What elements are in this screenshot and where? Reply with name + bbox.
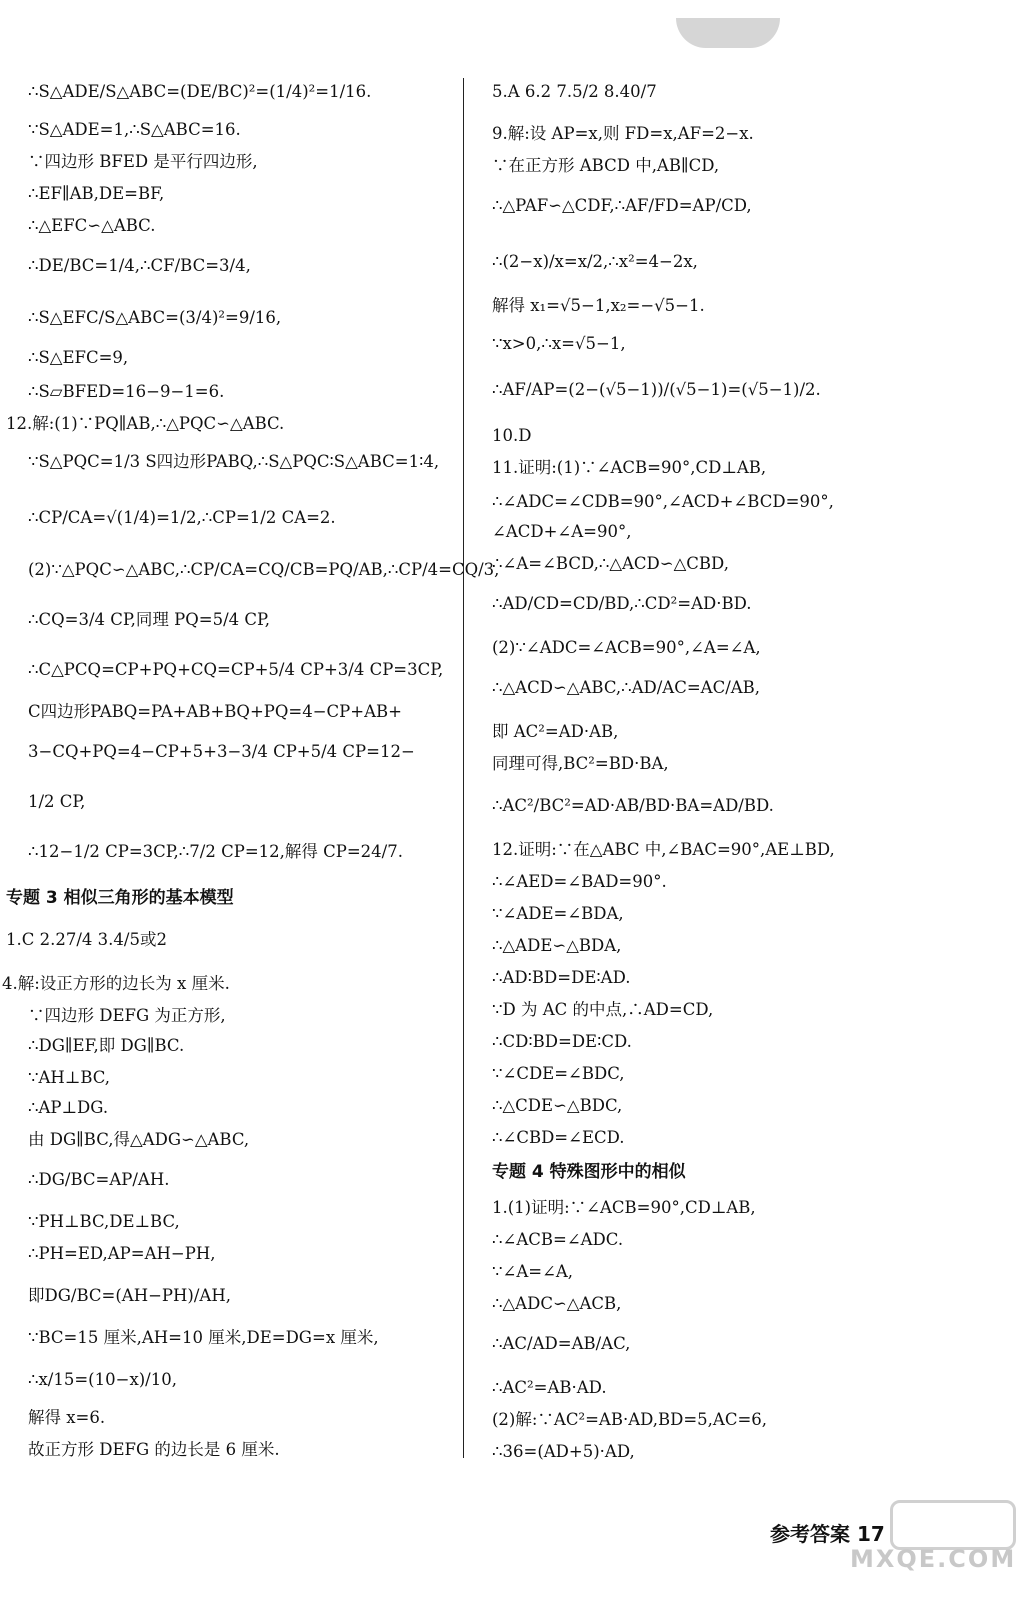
- left-line-b-14: 故正方形 DEFG 的边长是 6 厘米.: [28, 1440, 280, 1459]
- right-line-18: ∴AC²/BC²=AD·AB/BD·BA=AD/BD.: [492, 796, 774, 815]
- left-line-6: ∴S△EFC/S△ABC=(3/4)²=9/16,: [28, 308, 282, 327]
- right-line-14: (2)∵∠ADC=∠ACB=90°,∠A=∠A,: [492, 638, 761, 657]
- page-top-tab: [676, 18, 780, 48]
- right-line-13: ∴AD/CD=CD/BD,∴CD²=AD·BD.: [492, 594, 752, 613]
- section-heading-4-0: 专题 4 特殊图形中的相似: [492, 1162, 686, 1182]
- left-line-1: ∵S△ADE=1,∴S△ABC=16.: [28, 120, 241, 139]
- left-line-7: ∴S△EFC=9,: [28, 348, 129, 367]
- right-line-17: 同理可得,BC²=BD·BA,: [492, 754, 669, 773]
- right-line-27: ∴△CDE∽△BDC,: [492, 1096, 623, 1115]
- right-line-b-5: ∴AC²=AB·AD.: [492, 1378, 607, 1397]
- right-line-b-7: ∴36=(AD+5)·AD,: [492, 1442, 635, 1461]
- right-line-25: ∴CD∶BD=DE∶CD.: [492, 1032, 632, 1051]
- right-line-2: ∵在正方形 ABCD 中,AB∥CD,: [492, 156, 720, 175]
- left-line-b-1: 4.解:设正方形的边长为 x 厘米.: [2, 974, 230, 993]
- left-line-18: ∴12−1/2 CP=3CP,∴7/2 CP=12,解得 CP=24/7.: [28, 842, 403, 861]
- left-line-b-9: ∴PH=ED,AP=AH−PH,: [28, 1244, 216, 1263]
- right-line-0: 5.A 6.2 7.5/2 8.40/7: [492, 82, 657, 101]
- right-line-5: 解得 x₁=√5−1,x₂=−√5−1.: [492, 296, 705, 315]
- right-line-22: ∴△ADE∽△BDA,: [492, 936, 622, 955]
- left-line-b-12: ∴x/15=(10−x)/10,: [28, 1370, 177, 1389]
- right-line-7: ∴AF/AP=(2−(√5−1))/(√5−1)=(√5−1)/2.: [492, 380, 821, 399]
- left-line-b-10: 即DG/BC=(AH−PH)/AH,: [28, 1286, 231, 1305]
- right-line-19: 12.证明:∵在△ABC 中,∠BAC=90°,AE⊥BD,: [492, 840, 835, 859]
- left-line-b-2: ∵四边形 DEFG 为正方形,: [28, 1006, 226, 1025]
- left-line-12: (2)∵△PQC∽△ABC,∴CP/CA=CQ/CB=PQ/AB,∴CP/4=CQ/3,: [28, 560, 500, 579]
- column-divider: [463, 78, 464, 1458]
- right-line-4: ∴(2−x)/x=x/2,∴x²=4−2x,: [492, 252, 698, 271]
- right-line-16: 即 AC²=AD·AB,: [492, 722, 619, 741]
- right-line-3: ∴△PAF∽△CDF,∴AF/FD=AP/CD,: [492, 196, 752, 215]
- left-line-14: ∴C△PCQ=CP+PQ+CQ=CP+5/4 CP+3/4 CP=3CP,: [28, 660, 444, 679]
- left-line-b-11: ∵BC=15 厘米,AH=10 厘米,DE=DG=x 厘米,: [28, 1328, 379, 1347]
- right-line-1: 9.解:设 AP=x,则 FD=x,AF=2−x.: [492, 124, 754, 143]
- right-line-6: ∵x>0,∴x=√5−1,: [492, 334, 626, 353]
- right-line-10: ∴∠ADC=∠CDB=90°,∠ACD+∠BCD=90°,: [492, 492, 834, 511]
- left-line-b-5: ∴AP⊥DG.: [28, 1098, 109, 1117]
- left-line-13: ∴CQ=3/4 CP,同理 PQ=5/4 CP,: [28, 610, 271, 629]
- left-line-b-0: 1.C 2.27/4 3.4/5或2: [6, 930, 167, 949]
- right-line-b-1: ∴∠ACB=∠ADC.: [492, 1230, 624, 1249]
- left-line-11: ∴CP/CA=√(1/4)=1/2,∴CP=1/2 CA=2.: [28, 508, 336, 527]
- left-line-15: C四边形PABQ=PA+AB+BQ+PQ=4−CP+AB+: [28, 702, 402, 721]
- footer-label: 参考答案: [770, 1522, 850, 1546]
- right-line-9: 11.证明:(1)∵∠ACB=90°,CD⊥AB,: [492, 458, 767, 477]
- left-line-10: ∵S△PQC=1/3 S四边形PABQ,∴S△PQC∶S△ABC=1∶4,: [28, 452, 440, 471]
- left-line-0: ∴S△ADE/S△ABC=(DE/BC)²=(1/4)²=1/16.: [28, 82, 372, 101]
- left-line-b-7: ∴DG/BC=AP/AH.: [28, 1170, 170, 1189]
- right-line-b-6: (2)解:∵AC²=AB·AD,BD=5,AC=6,: [492, 1410, 768, 1429]
- watermark-text: MXQE.COM: [850, 1545, 1017, 1573]
- right-line-20: ∴∠AED=∠BAD=90°.: [492, 872, 667, 891]
- right-line-b-0: 1.(1)证明:∵∠ACB=90°,CD⊥AB,: [492, 1198, 756, 1217]
- left-line-b-3: ∴DG∥EF,即 DG∥BC.: [28, 1036, 185, 1055]
- left-line-3: ∴EF∥AB,DE=BF,: [28, 184, 165, 203]
- right-line-11: ∠ACD+∠A=90°,: [492, 522, 632, 541]
- right-line-b-3: ∴△ADC∽△ACB,: [492, 1294, 622, 1313]
- left-line-16: 3−CQ+PQ=4−CP+5+3−3/4 CP+5/4 CP=12−: [28, 742, 415, 761]
- right-line-b-2: ∵∠A=∠A,: [492, 1262, 574, 1281]
- watermark-logo: [890, 1500, 1016, 1550]
- right-line-21: ∵∠ADE=∠BDA,: [492, 904, 624, 923]
- right-line-8: 10.D: [492, 426, 532, 445]
- page-footer: [770, 1518, 885, 1547]
- right-line-24: ∵D 为 AC 的中点,∴AD=CD,: [492, 1000, 714, 1019]
- right-line-15: ∴△ACD∽△ABC,∴AD/AC=AC/AB,: [492, 678, 761, 697]
- left-line-4: ∴△EFC∽△ABC.: [28, 216, 156, 235]
- left-line-9: 12.解:(1)∵PQ∥AB,∴△PQC∽△ABC.: [6, 414, 285, 433]
- left-line-17: 1/2 CP,: [28, 792, 86, 811]
- left-line-5: ∴DE/BC=1/4,∴CF/BC=3/4,: [28, 256, 251, 275]
- section-heading-3-0: 专题 3 相似三角形的基本模型: [6, 888, 234, 908]
- left-line-b-8: ∵PH⊥BC,DE⊥BC,: [28, 1212, 180, 1231]
- left-line-8: ∴S▱BFED=16−9−1=6.: [28, 382, 225, 401]
- left-line-b-13: 解得 x=6.: [28, 1408, 106, 1427]
- right-line-26: ∵∠CDE=∠BDC,: [492, 1064, 625, 1083]
- left-line-2: ∵四边形 BFED 是平行四边形,: [28, 152, 258, 171]
- right-line-28: ∴∠CBD=∠ECD.: [492, 1128, 625, 1147]
- right-line-23: ∴AD∶BD=DE∶AD.: [492, 968, 631, 987]
- right-line-b-4: ∴AC/AD=AB/AC,: [492, 1334, 631, 1353]
- page-number: 17: [856, 1522, 885, 1546]
- left-line-b-6: 由 DG∥BC,得△ADG∽△ABC,: [28, 1130, 250, 1149]
- right-line-12: ∴∠A=∠BCD,∴△ACD∽△CBD,: [492, 554, 729, 573]
- left-line-b-4: ∵AH⊥BC,: [28, 1068, 111, 1087]
